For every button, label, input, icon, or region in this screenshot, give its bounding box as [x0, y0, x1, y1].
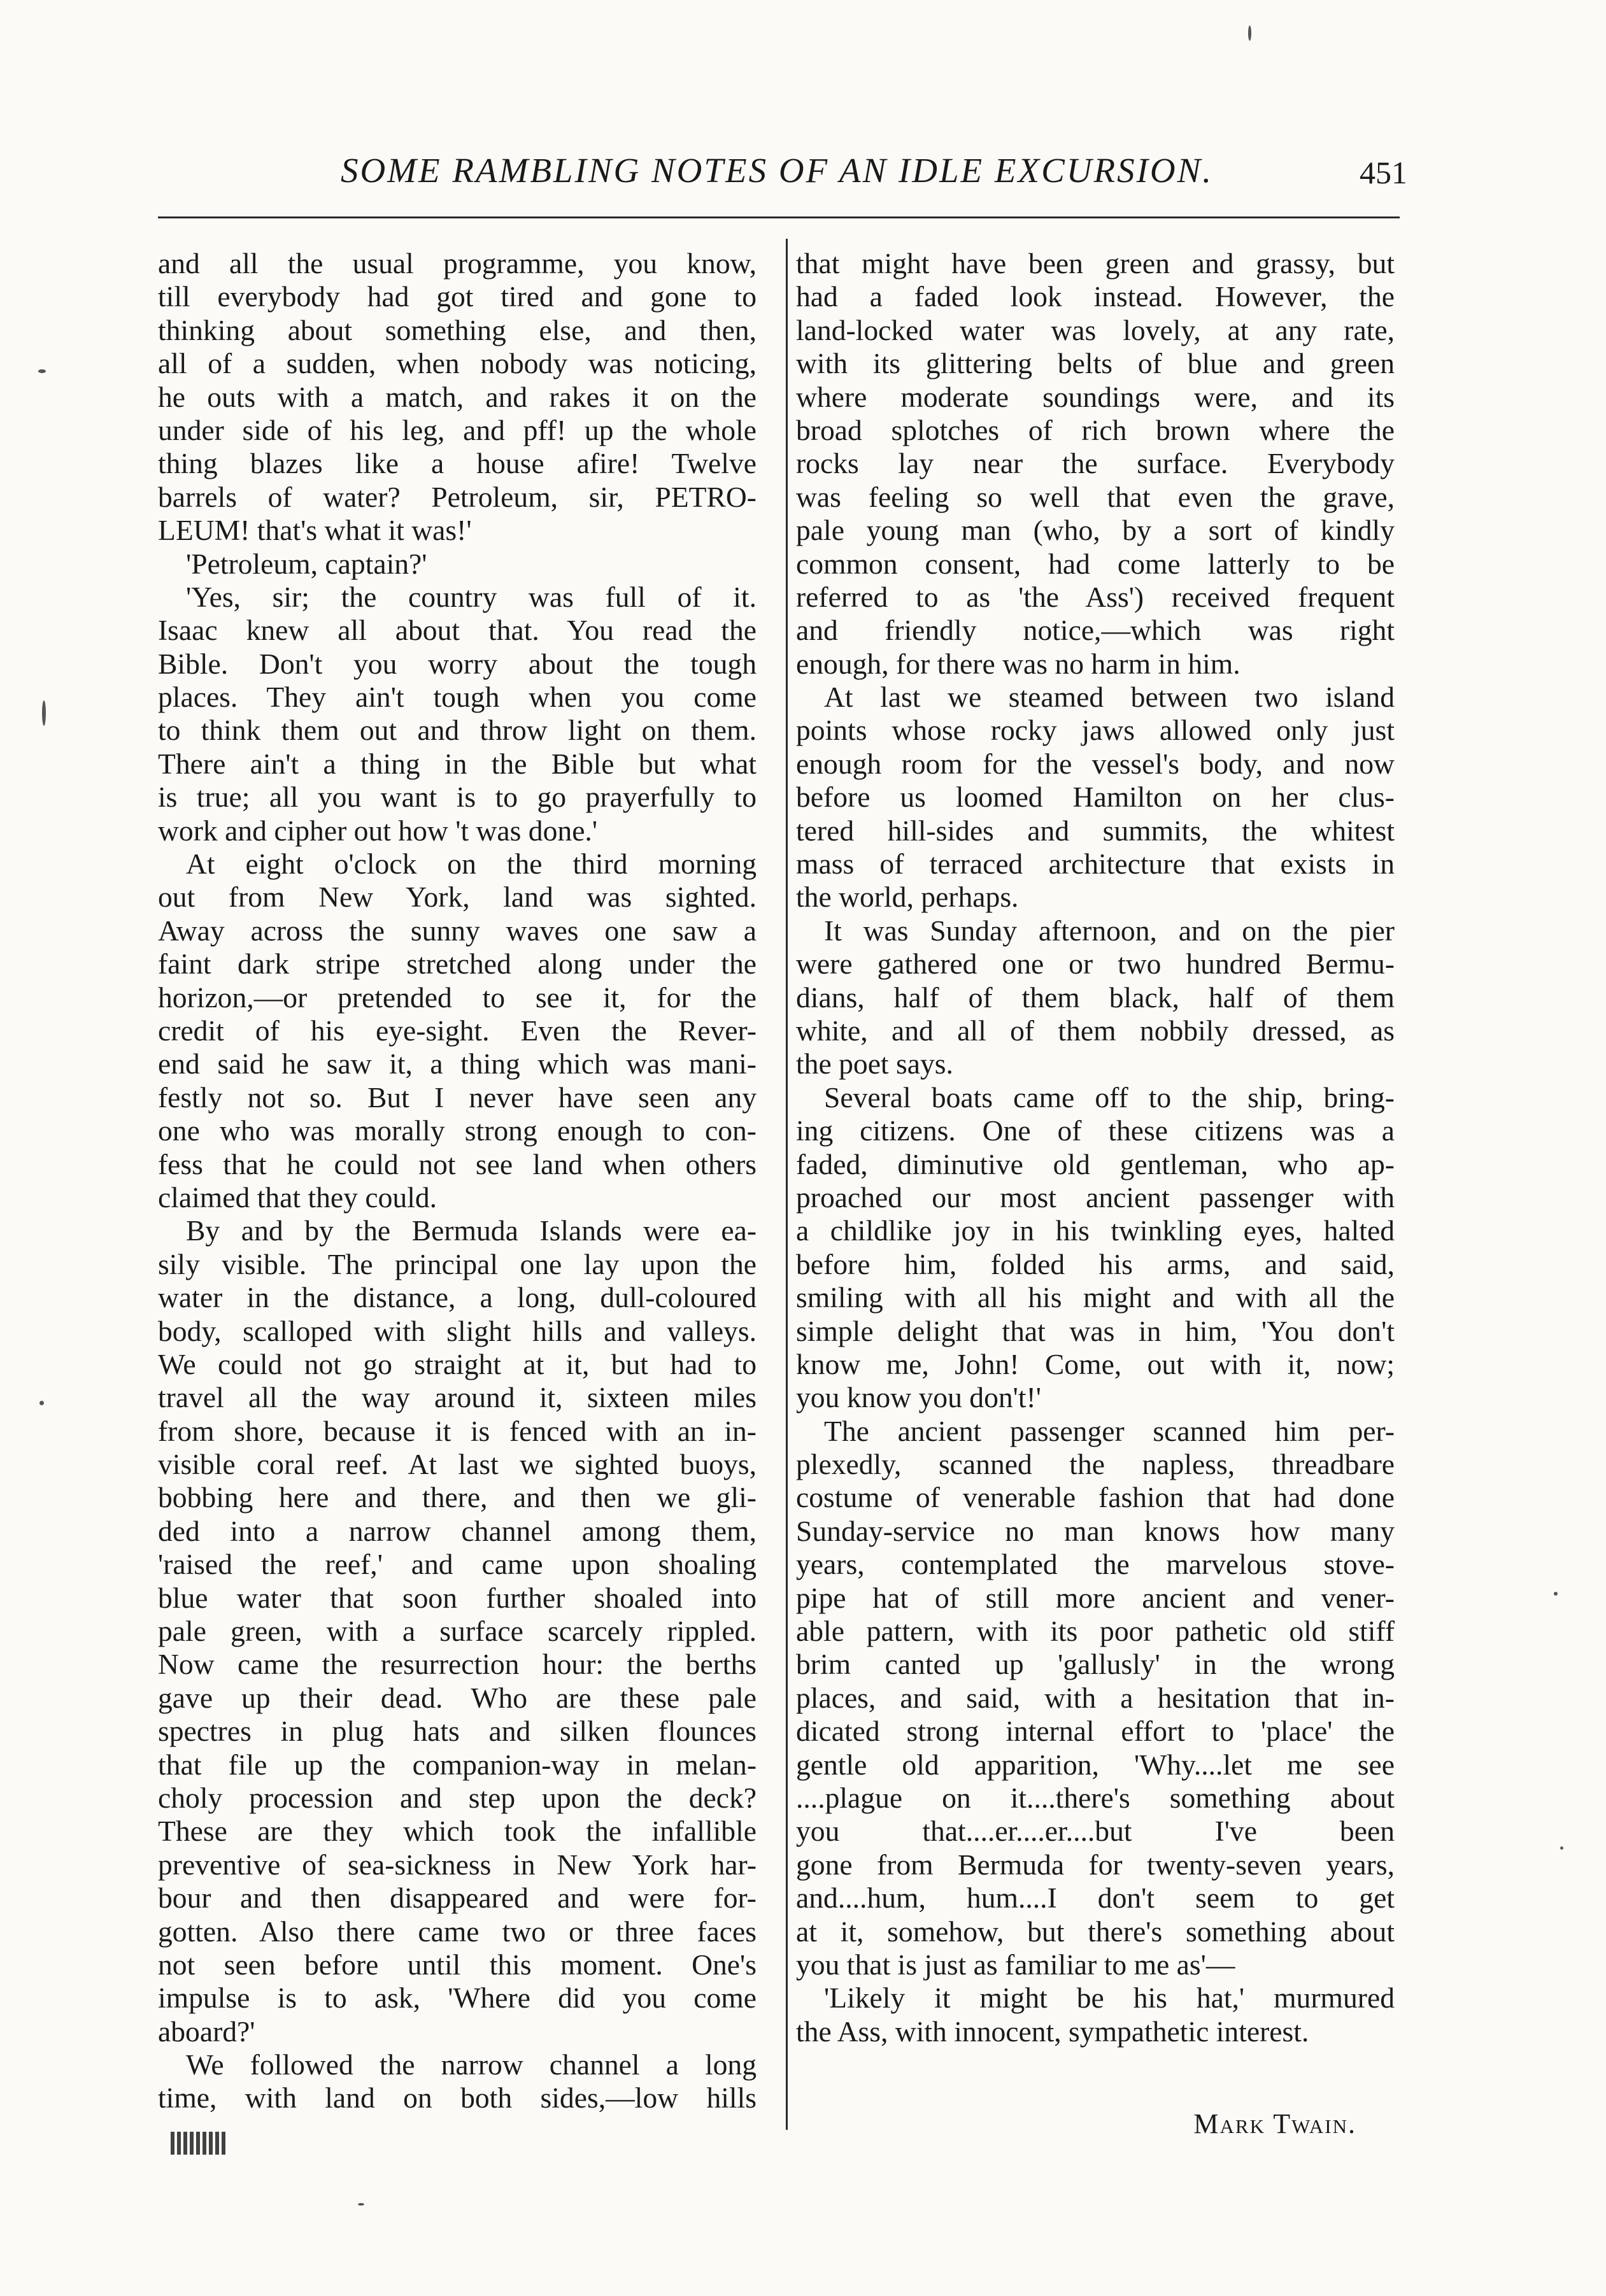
text-line: referred to as 'the Ass') received frequent [796, 580, 1395, 613]
text-line: Now came the resurrection hour: the berths [158, 1648, 757, 1681]
text-line: 'Likely it might be his hat,' murmured [824, 1981, 1395, 2015]
left-column [158, 247, 757, 2115]
text-line: to think them out and throw light on them. [158, 714, 757, 747]
text-line: tered hill-sides and summits, the whitest [796, 814, 1395, 847]
text-line: travel all the way around it, sixteen miles [158, 1381, 757, 1414]
text-line: aboard?' [158, 2015, 255, 2048]
print-speck [1248, 25, 1251, 41]
text-line: and friendly notice,—which was right [796, 614, 1395, 647]
text-line: you that is just as familiar to me as'— [796, 1948, 1235, 1981]
text-line: fess that he could not see land when others [158, 1147, 757, 1180]
text-line: till everybody had got tired and gone to [158, 280, 757, 313]
text-line: horizon,—or pretended to see it, for the [158, 981, 757, 1014]
text-line: he outs with a match, and rakes it on the [158, 380, 757, 413]
text-line: spectres in plug hats and silken flounces [158, 1715, 757, 1748]
text-line: It was Sunday afternoon, and on the pier [824, 914, 1395, 947]
text-line: work and cipher out how 't was done.' [158, 814, 598, 847]
text-line: faded, diminutive old gentleman, who ap- [796, 1147, 1395, 1180]
text-line: 'Yes, sir; the country was full of it. [186, 580, 757, 613]
running-title: SOME RAMBLING NOTES OF AN IDLE EXCURSION. [340, 151, 1214, 190]
text-line: gave up their dead. Who are these pale [158, 1681, 757, 1714]
text-line: claimed that they could. [158, 1180, 437, 1214]
text-line: By and by the Bermuda Islands were ea- [186, 1214, 757, 1247]
text-line: gentle old apparition, 'Why....let me see [796, 1748, 1395, 1781]
text-line: faint dark stripe stretched along under the [158, 947, 757, 981]
text-line: We followed the narrow channel a long [186, 2048, 757, 2081]
text-line: that might have been green and grassy, but [796, 247, 1395, 280]
text-line: bour and then disappeared and were for- [158, 1881, 757, 1915]
text-line: enough room for the vessel's body, and now [796, 747, 1395, 780]
print-speck [42, 700, 46, 726]
text-line: one who was morally strong enough to con- [158, 1114, 757, 1147]
text-line: places. They ain't tough when you come [158, 681, 757, 714]
text-line: pale young man (who, by a sort of kindly [796, 514, 1395, 547]
text-line: The ancient passenger scanned him per- [824, 1414, 1395, 1447]
text-line: before him, folded his arms, and said, [796, 1247, 1395, 1280]
text-line: the poet says. [796, 1047, 953, 1081]
text-line: dicated strong internal effort to 'place' the [796, 1715, 1395, 1748]
text-line: We could not go straight at it, but had to [158, 1347, 757, 1380]
library-stamp-mark [171, 2132, 228, 2155]
text-line: These are they which took the infallible [158, 1815, 757, 1848]
text-line: all of a sudden, when nobody was noticing, [158, 347, 757, 380]
text-line: where moderate soundings were, and its [796, 380, 1395, 413]
text-line: were gathered one or two hundred Bermu- [796, 947, 1395, 981]
text-line: broad splotches of rich brown where the [796, 413, 1395, 446]
text-line: gotten. Also there came two or three faces [158, 1915, 757, 1948]
text-line: the Ass, with innocent, sympathetic interest. [796, 2015, 1309, 2048]
text-line: smiling with all his might and with all the [796, 1281, 1395, 1314]
text-line: is true; all you want is to go prayerfully to [158, 781, 757, 814]
text-line: was feeling so well that even the grave, [796, 480, 1395, 513]
text-line: Away across the sunny waves one saw a [158, 914, 757, 947]
text-line: bobbing here and there, and then we gli- [158, 1481, 757, 1514]
text-line: rocks lay near the surface. Everybody [796, 447, 1395, 480]
text-line: thinking about something else, and then, [158, 313, 757, 346]
print-speck [358, 2203, 364, 2206]
text-line: festly not so. But I never have seen any [158, 1081, 757, 1114]
print-speck [1554, 1592, 1558, 1596]
text-line: Sunday-service no man knows how many [796, 1514, 1395, 1547]
text-line: under side of his leg, and pff! up the whole [158, 413, 757, 446]
text-line: dians, half of them black, half of them [796, 981, 1395, 1014]
text-line: impulse is to ask, 'Where did you come [158, 1981, 757, 2015]
text-line: you that....er....er....but I've been [796, 1815, 1395, 1848]
text-line: Several boats came off to the ship, bring- [824, 1081, 1395, 1114]
header-rule [158, 216, 1400, 218]
text-line: costume of venerable fashion that had done [796, 1481, 1395, 1514]
text-line: with its glittering belts of blue and green [796, 347, 1395, 380]
text-line: Isaac knew all about that. You read the [158, 614, 757, 647]
text-line: barrels of water? Petroleum, sir, PETRO- [158, 480, 757, 513]
text-line: out from New York, land was sighted. [158, 881, 757, 914]
text-line: plexedly, scanned the napless, threadbare [796, 1448, 1395, 1481]
text-line: body, scalloped with slight hills and valleys. [158, 1314, 757, 1347]
text-line: places, and said, with a hesitation that in- [796, 1681, 1395, 1714]
text-line: before us loomed Hamilton on her clus- [796, 781, 1395, 814]
text-line: mass of terraced architecture that exists in [796, 847, 1395, 881]
page-header [153, 150, 1414, 195]
text-line: pale green, with a surface scarcely rippled. [158, 1615, 757, 1648]
text-line: proached our most ancient passenger with [796, 1180, 1395, 1214]
text-line: 'Petroleum, captain?' [186, 547, 427, 580]
text-line: land-locked water was lovely, at any rate, [796, 313, 1395, 346]
print-speck [39, 1401, 44, 1405]
right-column [796, 247, 1395, 2048]
text-line: at it, somehow, but there's something about [796, 1915, 1395, 1948]
author-signature: Mark Twain. [1193, 2108, 1356, 2139]
text-line: a childlike joy in his twinkling eyes, halted [796, 1214, 1395, 1247]
text-line: gone from Bermuda for twenty-seven years, [796, 1848, 1395, 1881]
text-line: sily visible. The principal one lay upon the [158, 1247, 757, 1280]
text-line: 'raised the reef,' and came upon shoaling [158, 1548, 757, 1581]
text-line: thing blazes like a house afire! Twelve [158, 447, 757, 480]
text-line: preventive of sea-sickness in New York har- [158, 1848, 757, 1881]
print-speck [38, 369, 46, 373]
text-line: LEUM! that's what it was!' [158, 514, 472, 547]
text-line: and....hum, hum....I don't seem to get [796, 1881, 1395, 1915]
text-line: blue water that soon further shoaled into [158, 1581, 757, 1614]
page-number: 451 [1360, 155, 1407, 190]
text-line: common consent, had come latterly to be [796, 547, 1395, 580]
text-line: years, contemplated the marvelous stove- [796, 1548, 1395, 1581]
text-line: At eight o'clock on the third morning [186, 847, 757, 881]
text-line: not seen before until this moment. One's [158, 1948, 757, 1981]
text-line: simple delight that was in him, 'You don't [796, 1314, 1395, 1347]
text-line: ded into a narrow channel among them, [158, 1514, 757, 1547]
text-line: from shore, because it is fenced with an in- [158, 1414, 757, 1447]
text-line: At last we steamed between two island [824, 681, 1395, 714]
column-divider [786, 239, 788, 2130]
text-line: that file up the companion-way in melan- [158, 1748, 757, 1781]
text-line: visible coral reef. At last we sighted buoys, [158, 1448, 757, 1481]
text-line: brim canted up 'gallusly' in the wrong [796, 1648, 1395, 1681]
text-line: white, and all of them nobbily dressed, as [796, 1014, 1395, 1047]
text-line: time, with land on both sides,—low hills [158, 2081, 757, 2115]
text-line: There ain't a thing in the Bible but what [158, 747, 757, 780]
text-line: able pattern, with its poor pathetic old stiff [796, 1615, 1395, 1648]
text-line: and all the usual programme, you know, [158, 247, 757, 280]
text-line: end said he saw it, a thing which was mani- [158, 1047, 757, 1081]
text-line: enough, for there was no harm in him. [796, 647, 1240, 680]
text-line: choly procession and step upon the deck? [158, 1781, 757, 1814]
text-line: ....plague on it....there's something about [796, 1781, 1395, 1814]
text-line: ing citizens. One of these citizens was a [796, 1114, 1395, 1147]
print-speck [1560, 1846, 1563, 1850]
text-line: had a faded look instead. However, the [796, 280, 1395, 313]
text-line: the world, perhaps. [796, 881, 1019, 914]
text-line: credit of his eye-sight. Even the Rever- [158, 1014, 757, 1047]
text-line: know me, John! Come, out with it, now; [796, 1347, 1395, 1380]
text-line: pipe hat of still more ancient and vener- [796, 1581, 1395, 1614]
text-line: you know you don't!' [796, 1381, 1041, 1414]
text-line: water in the distance, a long, dull-coloured [158, 1281, 757, 1314]
text-line: points whose rocky jaws allowed only just [796, 714, 1395, 747]
text-line: Bible. Don't you worry about the tough [158, 647, 757, 680]
